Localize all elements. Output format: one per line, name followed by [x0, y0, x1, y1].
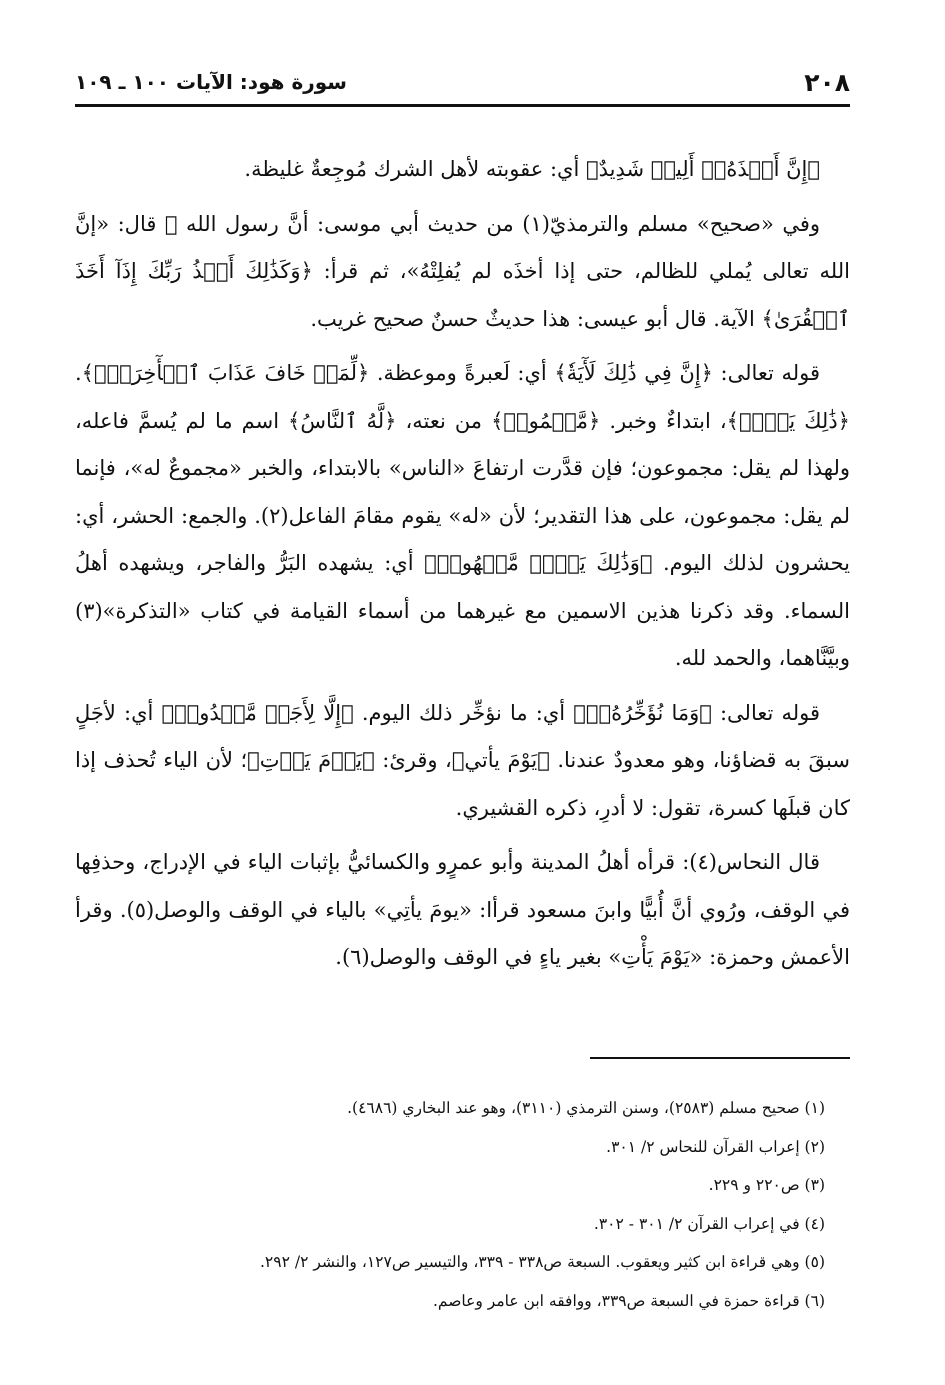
footnote-4: (٤) في إعراب القرآن ٢/ ٣٠١ - ٣٠٢. [593, 1214, 825, 1233]
footnote-5: (٥) وهي قراءة ابن كثير ويعقوب. السبعة ص٣٣٨ - ٣٣٩، والتيسير ص١٢٧، والنشر ٢/ ٢٩٢. [259, 1253, 825, 1271]
page-header [75, 62, 850, 102]
header-rule [75, 104, 850, 107]
footnotes [75, 1089, 850, 1320]
main-text [75, 146, 850, 982]
paragraph-4: قوله تعالى: ﴿وَمَا نُؤَخِّرُهُۥٓ﴾ أي: ما نؤخِّر ذلك اليوم. ﴿إِلَّا لِأَجَلٖ مَّعۡدُودٖ﴾ أي: لأجَلٍ سبقَ به قضاؤنا، وهو معدودٌ عندنا. ﴿يَوْمَ يأتي﴾، وقرئ: ﴿يَوۡمَ يَأۡتِ﴾؛ لأن الياء تُحذف إذا كان قبلَها كسرة، تقول: لا أدرِ، ذكره القشيري. [75, 700, 850, 820]
footnote-3: (٣) ص٢٢٠ و ٢٢٩. [708, 1176, 825, 1194]
paragraph-3: قوله تعالى: ﴿إِنَّ فِي ذَٰلِكَ لَأٓيَةٗ﴾ أي: لَعبرةً وموعظة. ﴿لِّمَنۡ خَافَ عَذَابَ ٱلۡأٓخِرَةِۚ﴾. ﴿ذَٰلِكَ يَوۡمٞ﴾، ابتداءٌ وخبر. ﴿مَّجۡمُوعٞ﴾ من نعته، ﴿لَّهُ ٱلنَّاسُ﴾ اسم ما لم يُسمَّ فاعله، ولهذا لم يقل: مجموعون؛ فإن قدَّرت ارتفاعَ «الناس» بالابتداء، والخبر «مجموعٌ له»، فإنما لم يقل: مجموعون، على هذا التقدير؛ لأن «له» يقوم مقامَ الفاعل(٢). والجمع: الحشر، أي: يحشرون لذلك اليوم. ﴿وَذَٰلِكَ يَوۡمٞ مَّشۡهُودٞ﴾ أي: يشهده البَرُّ والفاجر، ويشهده أهلُ السماء. وقد ذكرنا هذين الاسمين مع غيرهما من أسماء القيامة في كتاب «التذكرة»(٣) وبيَّنَّاهما، والحمد لله. [75, 361, 850, 670]
page-number: ٢٠٨ [804, 68, 850, 97]
paragraph-2: وفي «صحيح» مسلم والترمذيّ(١) من حديث أبي موسى: أنَّ رسول الله ﷺ قال: «إنَّ الله تعالى يُملي للظالم، حتى إذا أخذَه لم يُفلِتْهُ»، ثم قرأ: ﴿وَكَذَٰلِكَ أَخۡذُ رَبِّكَ إِذَآ أَخَذَ ٱلۡقُرَىٰ﴾ الآية. قال أبو عيسى: هذا حديثٌ حسنٌ صحيح غريب. [75, 211, 850, 331]
footnote-2: (٢) إعراب القرآن للنحاس ٢/ ٣٠١. [606, 1137, 825, 1156]
paragraph-1: ﴿إِنَّ أَخۡذَهُۥٓ أَلِيمٞ شَدِيدٌ﴾ أي: عقوبته لأهل الشرك مُوجِعةٌ غليظة. [244, 157, 820, 181]
paragraph-5: قال النحاس(٤): قرأه أهلُ المدينة وأبو عمرٍو والكسائيُّ بإثبات الياء في الإدراج، وحذفِها في الوقف، ورُوي أنَّ أُبيًّا وابنَ مسعود قرأا: «يومَ يأتِي» بالياء في الوقف والوصل(٥). وقرأ الأعمش وحمزة: «يَوْمَ يَأْتِ» بغير ياءٍ في الوقف والوصل(٦). [75, 850, 850, 969]
running-title: سورة هود: الآيات ١٠٠ ـ ١٠٩ [75, 70, 347, 94]
footnote-separator [590, 1057, 850, 1059]
footnote-6: (٦) قراءة حمزة في السبعة ص٣٣٩، ووافقه ابن عامر وعاصم. [433, 1291, 825, 1310]
footnote-1: (١) صحيح مسلم (٢٥٨٣)، وسنن الترمذي (٣١١٠)، وهو عند البخاري (٤٦٨٦). [347, 1099, 825, 1117]
